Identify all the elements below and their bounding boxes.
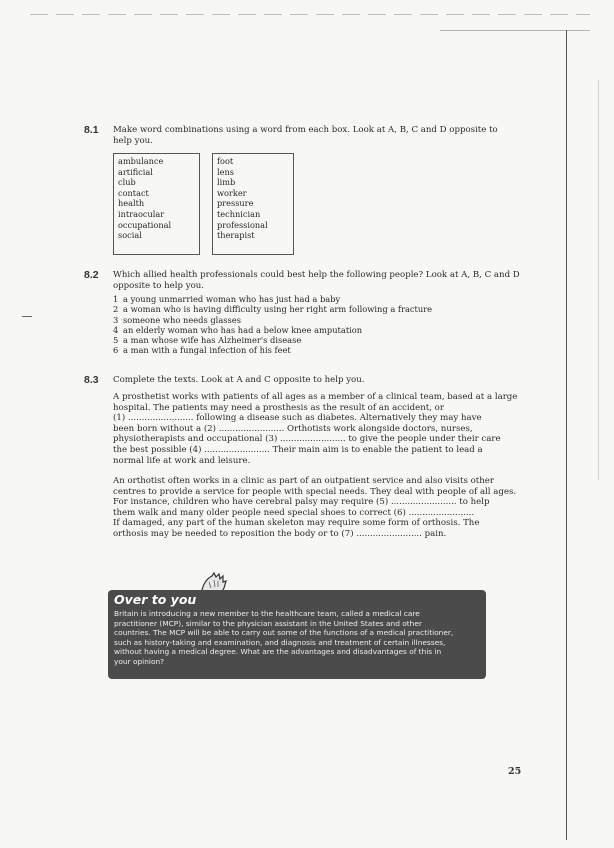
callout-line: practitioner (MCP), similar to the physician assistant in the United States and other <box>114 618 422 628</box>
exercise-8-3-text-1 <box>113 392 523 466</box>
exercise-8-2-number: 8.2 <box>84 269 99 281</box>
list-item-text: a young unmarried woman who has just had a baby <box>123 294 341 304</box>
word-box-item: contact <box>118 187 149 198</box>
text-line: For instance, children who have cerebral palsy may require (5) ........................ to help <box>113 497 490 508</box>
text-line: normal life at work and leisure. <box>113 455 251 466</box>
word-box-item: intraocular <box>118 208 165 219</box>
list-item-number: 6 <box>113 345 119 356</box>
word-box-item: social <box>118 230 142 241</box>
text-line: centres to provide a service for people with special needs. They deal with people of all ages. <box>113 486 517 497</box>
word-box-right <box>212 153 294 255</box>
list-item-number: 5 <box>113 335 119 346</box>
text-line: been born without a (2) ........................ Orthotists work alongside doctors, nurses, <box>113 423 473 434</box>
text-line: hospital. The patients may need a prosthesis as the result of an accident, or <box>113 402 444 413</box>
list-item-text: an elderly woman who has had a below knee amputation <box>123 324 363 335</box>
word-box-item: professional <box>217 219 268 230</box>
exercise-8-1-number: 8.1 <box>84 124 99 136</box>
list-item <box>113 315 513 325</box>
exercise-8-2-list <box>113 294 513 356</box>
scan-edge-top-right <box>440 30 590 31</box>
word-box-item: artificial <box>118 166 153 177</box>
word-box-left <box>113 153 200 255</box>
list-item <box>113 325 513 335</box>
list-item-text: a man whose wife has Alzheimer's disease <box>123 335 302 346</box>
scan-edge-right <box>598 80 599 480</box>
list-item-number: 1 <box>113 294 119 304</box>
list-item-text: a woman who is having difficulty using her right arm following a fracture <box>123 304 433 315</box>
list-item <box>113 345 513 355</box>
text-line: An orthotist often works in a clinic as part of an outpatient service and also visits other <box>113 476 494 486</box>
text-line: A prosthetist works with patients of all ages as a member of a clinical team, based at a large <box>113 392 518 402</box>
callout-line: countries. The MCP will be able to carry out some of the functions of a medical practitioner, <box>114 628 454 638</box>
list-item-number: 4 <box>113 324 119 335</box>
exercise-8-2-instruction: Which allied health professionals could best help the following people? Look at A, B, C and D opposite to help you. <box>113 270 520 291</box>
over-to-you-title: Over to you <box>114 592 197 607</box>
word-box-item: therapist <box>217 230 255 241</box>
exercise-8-3-text-2 <box>113 476 523 540</box>
page-number: 25 <box>508 766 522 777</box>
text-line: If damaged, any part of the human skeleton may require some form of orthosis. The <box>113 518 480 529</box>
list-item <box>113 335 513 345</box>
callout-line: your opinion? <box>114 656 165 666</box>
text-line: orthosis may be needed to reposition the body or to (7) ........................ pain. <box>113 528 447 539</box>
list-item <box>113 294 513 304</box>
list-item <box>113 304 513 314</box>
text-line: the best possible (4) ........................ Their main aim is to enable the patient to lead a <box>113 444 483 455</box>
callout-line: such as history-taking and examination, and diagnosis and treatment of certain illnesses, <box>114 637 446 647</box>
list-item-number: 3 <box>113 314 119 325</box>
word-box-item: ambulance <box>118 156 164 166</box>
word-box-item: foot <box>217 156 234 166</box>
word-box-item: club <box>118 177 136 188</box>
exercise-8-1-instruction: Make word combinations using a word from each box. Look at A, B, C and D opposite to help you. <box>113 125 498 146</box>
word-box-item: occupational <box>118 219 172 230</box>
word-box-item: pressure <box>217 198 254 209</box>
text-line: them walk and many older people need special shoes to correct (6) ........................ <box>113 507 475 518</box>
callout-line: Britain is introducing a new member to the healthcare team, called a medical care <box>114 609 420 618</box>
scan-edge-top <box>30 14 590 15</box>
page-edge-right <box>566 30 567 840</box>
callout-line: without having a medical degree. What are the advantages and disadvantages of this in <box>114 647 442 657</box>
word-box-item: worker <box>217 187 247 198</box>
list-item-text: a man with a fungal infection of his feet <box>123 345 291 356</box>
margin-mark <box>22 316 32 317</box>
over-to-you-box <box>108 590 486 679</box>
text-line: (1) ........................ following a disease such as diabetes. Alternatively they may have <box>113 413 482 424</box>
exercise-8-3-instruction: Complete the texts. Look at A and C opposite to help you. <box>113 375 365 385</box>
over-to-you-text <box>114 609 480 667</box>
text-line: physiotherapists and occupational (3) ........................ to give the people under their care <box>113 434 501 445</box>
word-box-item: lens <box>217 166 234 177</box>
list-item-number: 2 <box>113 304 119 315</box>
word-box-item: technician <box>217 208 261 219</box>
word-box-item: health <box>118 198 145 209</box>
word-box-item: limb <box>217 177 236 188</box>
exercise-8-3-number: 8.3 <box>84 374 99 386</box>
list-item-text: someone who needs glasses <box>123 314 241 325</box>
